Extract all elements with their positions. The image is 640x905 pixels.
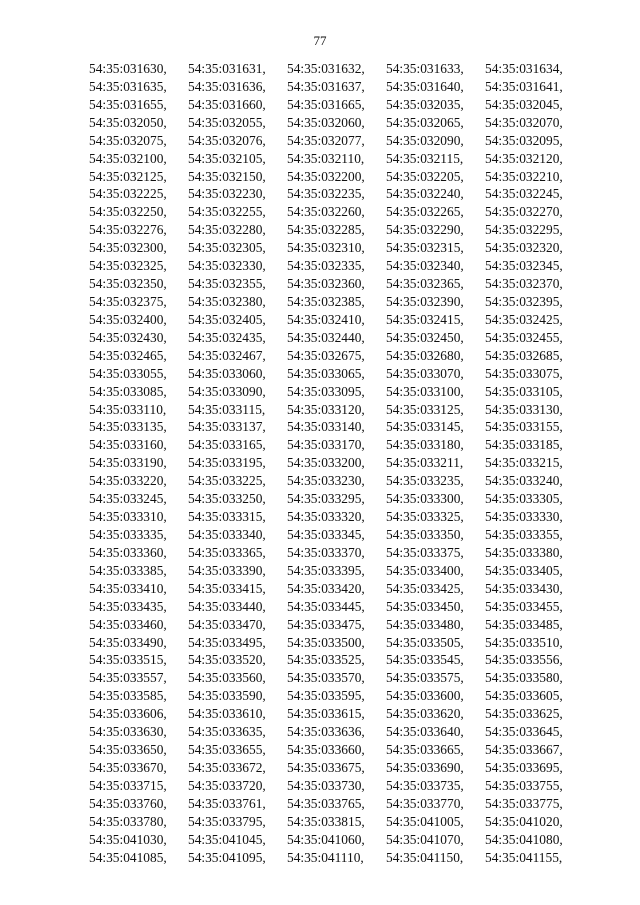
cadastral-number: 54:35:033672, [188,759,266,775]
cadastral-number: 54:35:032345, [485,258,563,274]
cadastral-number: 54:35:032465, [89,347,167,363]
cadastral-number: 54:35:032365, [386,276,464,292]
cadastral-number: 54:35:033200, [287,455,365,471]
cadastral-number: 54:35:033720, [188,777,266,793]
cadastral-number: 54:35:031640, [386,78,464,94]
cadastral-number: 54:35:033615, [287,706,365,722]
cadastral-number: 54:35:032330, [188,258,266,274]
cadastral-number: 54:35:033250, [188,491,266,507]
cadastral-number: 54:35:031632, [287,61,365,76]
cadastral-number: 54:35:032350, [89,276,167,292]
cadastral-number: 54:35:033195, [188,455,266,471]
cadastral-number: 54:35:032305, [188,240,266,256]
cadastral-number: 54:35:033375, [386,544,464,560]
cadastral-number: 54:35:032045, [485,96,563,112]
cadastral-number: 54:35:033556, [485,652,563,668]
cadastral-number: 54:35:032430, [89,329,167,345]
cadastral-number: 54:35:033305, [485,491,563,507]
cadastral-number: 54:35:033606, [89,706,167,722]
cadastral-number: 54:35:033220, [89,473,167,489]
cadastral-number: 54:35:033460, [89,616,167,632]
cadastral-number: 54:35:033310, [89,509,167,525]
cadastral-number: 54:35:041045, [188,831,266,847]
cadastral-number: 54:35:032385, [287,293,365,309]
cadastral-number: 54:35:032280, [188,222,266,238]
cadastral-number: 54:35:033765, [287,795,365,811]
cadastral-number: 54:35:032335, [287,258,365,274]
cadastral-number: 54:35:033115, [188,401,266,417]
cadastral-number: 54:35:032295, [485,222,563,238]
cadastral-number: 54:35:032455, [485,329,563,345]
cadastral-number: 54:35:033315, [188,509,266,525]
cadastral-number: 54:35:032340, [386,258,464,274]
cadastral-number: 54:35:033557, [89,670,167,686]
cadastral-number: 54:35:033105, [485,383,563,399]
cadastral-number: 54:35:033735, [386,777,464,793]
cadastral-number: 54:35:033667, [485,742,563,758]
cadastral-number: 54:35:031630, [89,61,167,76]
cadastral-number: 54:35:033415, [188,580,266,596]
cadastral-number: 54:35:032230, [188,186,266,202]
cadastral-number: 54:35:033500, [287,634,365,650]
cadastral-number: 54:35:033435, [89,598,167,614]
page-number: 77 [313,33,327,48]
cadastral-number: 54:35:033295, [287,491,365,507]
cadastral-number: 54:35:033170, [287,437,365,453]
cadastral-number: 54:35:033520, [188,652,266,668]
cadastral-number: 54:35:041005, [386,813,464,829]
cadastral-number: 54:35:033665, [386,742,464,758]
cadastral-number: 54:35:032370, [485,276,563,292]
cadastral-number: 54:35:032375, [89,293,167,309]
cadastral-number: 54:35:033135, [89,419,167,435]
cadastral-number: 54:35:032467, [188,347,266,363]
cadastral-number: 54:35:033590, [188,688,266,704]
cadastral-number: 54:35:033350, [386,526,464,542]
cadastral-number: 54:35:033605, [485,688,563,704]
cadastral-number: 54:35:033450, [386,598,464,614]
cadastral-number: 54:35:033380, [485,544,563,560]
cadastral-number: 54:35:033610, [188,706,266,722]
cadastral-number: 54:35:041150, [386,849,464,865]
cadastral-number: 54:35:041020, [485,813,563,829]
cadastral-number: 54:35:032075, [89,132,167,148]
cadastral-number: 54:35:032060, [287,114,365,130]
cadastral-number: 54:35:033600, [386,688,464,704]
cadastral-number: 54:35:033760, [89,795,167,811]
cadastral-number: 54:35:033090, [188,383,266,399]
cadastral-number: 54:35:032070, [485,114,563,130]
cadastral-number: 54:35:032205, [386,168,464,184]
cadastral-number: 54:35:032245, [485,186,563,202]
cadastral-number: 54:35:033625, [485,706,563,722]
cadastral-number: 54:35:033300, [386,491,464,507]
cadastral-number: 54:35:032355, [188,276,266,292]
cadastral-number: 54:35:032680, [386,347,464,363]
cadastral-number: 54:35:033095, [287,383,365,399]
cadastral-number: 54:35:033495, [188,634,266,650]
cadastral-number: 54:35:032390, [386,293,464,309]
cadastral-number: 54:35:032675, [287,347,365,363]
cadastral-number: 54:35:032225, [89,186,167,202]
cadastral-number: 54:35:033365, [188,544,266,560]
cadastral-number: 54:35:031635, [89,78,167,94]
cadastral-number: 54:35:033515, [89,652,167,668]
cadastral-number: 54:35:033485, [485,616,563,632]
cadastral-number: 54:35:032410, [287,311,365,327]
cadastral-number: 54:35:032110, [287,150,365,166]
cadastral-number: 54:35:032105, [188,150,266,166]
cadastral-number: 54:35:032055, [188,114,266,130]
cadastral-number: 54:35:032320, [485,240,563,256]
cadastral-number: 54:35:032440, [287,329,365,345]
cadastral-number: 54:35:033370, [287,544,365,560]
cadastral-number: 54:35:033560, [188,670,266,686]
cadastral-number: 54:35:032050, [89,114,167,130]
cadastral-number: 54:35:033655, [188,742,266,758]
cadastral-number: 54:35:033425, [386,580,464,596]
cadastral-number: 54:35:032405, [188,311,266,327]
cadastral-number: 54:35:033525, [287,652,365,668]
cadastral-number: 54:35:032150, [188,168,266,184]
cadastral-number: 54:35:032200, [287,168,365,184]
cadastral-number: 54:35:033670, [89,759,167,775]
cadastral-number: 54:35:033085, [89,383,167,399]
cadastral-number: 54:35:033570, [287,670,365,686]
cadastral-number: 54:35:033137, [188,419,266,435]
cadastral-number: 54:35:033075, [485,365,563,381]
cadastral-number: 54:35:031636, [188,78,266,94]
cadastral-number: 54:35:041095, [188,849,266,865]
cadastral-number: 54:35:033455, [485,598,563,614]
cadastral-number: 54:35:033480, [386,616,464,632]
cadastral-number: 54:35:033245, [89,491,167,507]
cadastral-number: 54:35:033775, [485,795,563,811]
cadastral-number: 54:35:032270, [485,204,563,220]
cadastral-number: 54:35:033155, [485,419,563,435]
cadastral-number: 54:35:033470, [188,616,266,632]
cadastral-number: 54:35:032415, [386,311,464,327]
cadastral-number: 54:35:033580, [485,670,563,686]
cadastral-number: 54:35:032290, [386,222,464,238]
cadastral-number: 54:35:033160, [89,437,167,453]
cadastral-number: 54:35:033715, [89,777,167,793]
cadastral-number: 54:35:033770, [386,795,464,811]
cadastral-number: 54:35:031637, [287,78,365,94]
cadastral-number: 54:35:033340, [188,526,266,542]
cadastral-number: 54:35:032325, [89,258,167,274]
cadastral-number: 54:35:033225, [188,473,266,489]
cadastral-number: 54:35:032115, [386,150,464,166]
cadastral-number: 54:35:032095, [485,132,563,148]
cadastral-number: 54:35:032077, [287,132,365,148]
cadastral-number: 54:35:032090, [386,132,464,148]
cadastral-number: 54:35:033660, [287,742,365,758]
cadastral-number: 54:35:033125, [386,401,464,417]
cadastral-number: 54:35:032035, [386,96,464,112]
cadastral-number: 54:35:032265, [386,204,464,220]
cadastral-number: 54:35:032360, [287,276,365,292]
cadastral-number: 54:35:032435, [188,329,266,345]
cadastral-number: 54:35:033360, [89,544,167,560]
cadastral-number: 54:35:031660, [188,96,266,112]
cadastral-number: 54:35:033640, [386,724,464,740]
cadastral-number: 54:35:033100, [386,383,464,399]
cadastral-number: 54:35:033475, [287,616,365,632]
cadastral-number: 54:35:033060, [188,365,266,381]
cadastral-number-grid [89,60,584,866]
cadastral-number: 54:35:033595, [287,688,365,704]
cadastral-number: 54:35:032065, [386,114,464,130]
cadastral-number: 54:35:033795, [188,813,266,829]
cadastral-number: 54:35:033190, [89,455,167,471]
cadastral-number: 54:35:041155, [485,849,563,865]
cadastral-number: 54:35:033420, [287,580,365,596]
cadastral-number: 54:35:033440, [188,598,266,614]
cadastral-number: 54:35:041080, [485,831,563,847]
cadastral-number: 54:35:033390, [188,562,266,578]
cadastral-number: 54:35:032276, [89,222,167,238]
cadastral-number: 54:35:033585, [89,688,167,704]
cadastral-number: 54:35:033635, [188,724,266,740]
cadastral-number: 54:35:041110, [287,849,364,865]
cadastral-number: 54:35:033505, [386,634,464,650]
cadastral-number: 54:35:041060, [287,831,365,847]
cadastral-number: 54:35:033211, [386,455,464,471]
cadastral-number: 54:35:041070, [386,831,464,847]
cadastral-number: 54:35:033335, [89,526,167,542]
cadastral-number: 54:35:032395, [485,293,563,309]
cadastral-number: 54:35:033325, [386,509,464,525]
cadastral-number: 54:35:032685, [485,347,563,363]
cadastral-number: 54:35:033690, [386,759,464,775]
cadastral-number: 54:35:033445, [287,598,365,614]
cadastral-number: 54:35:033575, [386,670,464,686]
cadastral-number: 54:35:033645, [485,724,563,740]
cadastral-number: 54:35:033345, [287,526,365,542]
cadastral-number: 54:35:033545, [386,652,464,668]
cadastral-number: 54:35:033145, [386,419,464,435]
cadastral-number: 54:35:033320, [287,509,365,525]
cadastral-number: 54:35:031655, [89,96,167,112]
cadastral-number: 54:35:032255, [188,204,266,220]
cadastral-number: 54:35:033630, [89,724,167,740]
cadastral-number: 54:35:033120, [287,401,365,417]
cadastral-number: 54:35:032240, [386,186,464,202]
cadastral-number: 54:35:033510, [485,634,563,650]
cadastral-number: 54:35:033405, [485,562,563,578]
cadastral-number: 54:35:041030, [89,831,167,847]
cadastral-number: 54:35:033230, [287,473,365,489]
cadastral-number: 54:35:032250, [89,204,167,220]
cadastral-number: 54:35:033780, [89,813,167,829]
cadastral-number: 54:35:033430, [485,580,563,596]
cadastral-number: 54:35:033636, [287,724,365,740]
cadastral-number: 54:35:032260, [287,204,365,220]
cadastral-number: 54:35:032425, [485,311,563,327]
cadastral-number: 54:35:031633, [386,61,464,76]
cadastral-number: 54:35:031631, [188,61,266,76]
cadastral-number: 54:35:032125, [89,168,167,184]
cadastral-number: 54:35:033185, [485,437,563,453]
cadastral-number: 54:35:033815, [287,813,365,829]
cadastral-number: 54:35:032285, [287,222,365,238]
cadastral-number: 54:35:031665, [287,96,365,112]
cadastral-number: 54:35:032300, [89,240,167,256]
cadastral-number: 54:35:033730, [287,777,365,793]
cadastral-number: 54:35:033695, [485,759,563,775]
cadastral-number: 54:35:033330, [485,509,563,525]
cadastral-number: 54:35:033620, [386,706,464,722]
cadastral-number: 54:35:032076, [188,132,266,148]
cadastral-number: 54:35:033215, [485,455,563,471]
cadastral-number: 54:35:033650, [89,742,167,758]
cadastral-number: 54:35:033755, [485,777,563,793]
cadastral-number: 54:35:033130, [485,401,563,417]
cadastral-number: 54:35:033110, [89,401,167,417]
cadastral-number: 54:35:032450, [386,329,464,345]
cadastral-number: 54:35:041085, [89,849,167,865]
cadastral-number: 54:35:032235, [287,186,365,202]
cadastral-number: 54:35:032380, [188,293,266,309]
cadastral-number: 54:35:033761, [188,795,266,811]
cadastral-number: 54:35:032100, [89,150,167,166]
cadastral-number: 54:35:032315, [386,240,464,256]
cadastral-number: 54:35:033235, [386,473,464,489]
cadastral-number: 54:35:033385, [89,562,167,578]
cadastral-number: 54:35:033065, [287,365,365,381]
cadastral-number: 54:35:033140, [287,419,365,435]
cadastral-number: 54:35:033355, [485,526,563,542]
cadastral-number: 54:35:033400, [386,562,464,578]
cadastral-number: 54:35:033240, [485,473,563,489]
cadastral-number: 54:35:033675, [287,759,365,775]
cadastral-number: 54:35:032400, [89,311,167,327]
cadastral-number: 54:35:032210, [485,168,563,184]
cadastral-number: 54:35:033070, [386,365,464,381]
cadastral-number: 54:35:032310, [287,240,365,256]
cadastral-number: 54:35:031641, [485,78,563,94]
cadastral-number: 54:35:031634, [485,61,563,76]
cadastral-number: 54:35:033055, [89,365,167,381]
cadastral-number: 54:35:032120, [485,150,563,166]
cadastral-number: 54:35:033410, [89,580,167,596]
cadastral-number: 54:35:033165, [188,437,266,453]
cadastral-number: 54:35:033490, [89,634,167,650]
cadastral-number: 54:35:033180, [386,437,464,453]
cadastral-number: 54:35:033395, [287,562,365,578]
